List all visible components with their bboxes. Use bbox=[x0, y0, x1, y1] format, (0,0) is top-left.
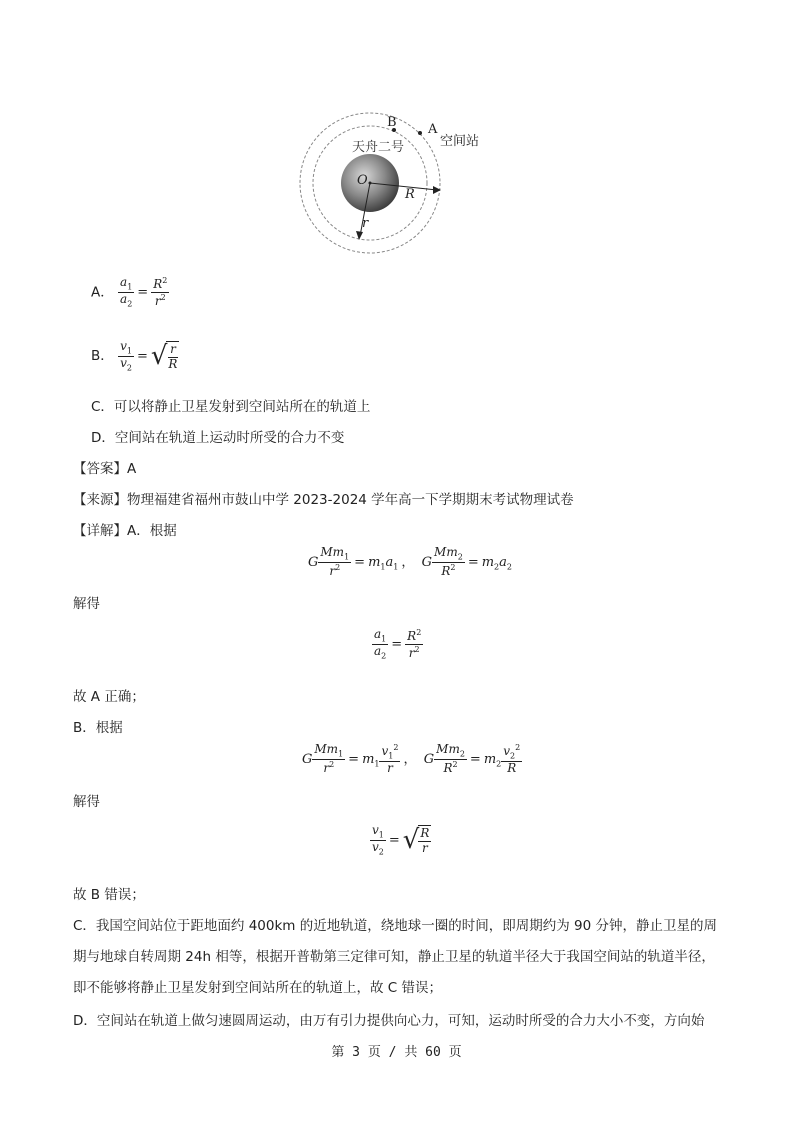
label-R: R bbox=[405, 187, 415, 202]
label-r: r bbox=[362, 216, 369, 231]
answer: 【答案】A bbox=[73, 461, 137, 477]
jiede-1: 解得 bbox=[73, 596, 100, 612]
C-line-2: 期与地球自转周期 24h 相等，根据开普勒第三定律可知，静止卫星的轨道半径大于我国空间站的轨道半径， bbox=[73, 949, 715, 965]
conclusion-B: 故 B 错误； bbox=[73, 887, 145, 903]
B-intro: B．根据 bbox=[73, 720, 123, 736]
equation-gravity-accel: G $\frac{Mm_1}{r^2}$ = $m_1a_1$ ， G $\frac{Mm_2}{R^2}$ = $m_2a_2$ bbox=[308, 545, 512, 578]
jiede-2: 解得 bbox=[73, 794, 100, 810]
option-D: D．空间站在轨道上运动时所受的合力不变 bbox=[91, 430, 345, 446]
conclusion-A: 故 A 正确； bbox=[73, 689, 145, 705]
label-A: A bbox=[428, 122, 438, 137]
result-velocity-ratio: $\frac{v_1}{v_2}$ = √ $\frac{R}{r}$ bbox=[372, 823, 430, 856]
source: 【来源】物理福建省福州市鼓山中学 2023-2024 学年高一下学期期末考试物理试卷 bbox=[73, 492, 574, 508]
C-line-3: 即不能够将静止卫星发射到空间站所在的轨道上，故 C 错误； bbox=[73, 980, 443, 996]
equation-gravity-velocity: G $\frac{Mm_1}{r^2}$ = $m_1$ $\frac{v_1^2}{r}$ ， G $\frac{Mm_2}{R^2}$ = $m_2$ $\frac{v_2^2}{R}$ bbox=[302, 742, 521, 775]
detail-intro: 【详解】A．根据 bbox=[73, 523, 177, 539]
option-B: B． $\frac{v_1}{v_2}$ = √ $\frac{r}{R}$ bbox=[91, 339, 178, 372]
point-A bbox=[418, 131, 422, 135]
D-line: D．空间站在轨道上做匀速圆周运动，由万有引力提供向心力，可知，运动时所受的合力大小不变，方向始 bbox=[73, 1013, 705, 1029]
option-A: A． $\frac{a_1}{a_2}$ = $\frac{R^2}{r^2}$ bbox=[91, 275, 168, 309]
label-O: O bbox=[357, 173, 368, 188]
page-footer: 第 3 页 / 共 60 页 bbox=[331, 1045, 462, 1060]
result-accel-ratio: $\frac{a_1}{a_2}$ = $\frac{R^2}{r^2}$ bbox=[374, 627, 422, 661]
label-station: 空间站 bbox=[440, 134, 480, 149]
option-C: C．可以将静止卫星发射到空间站所在的轨道上 bbox=[91, 399, 371, 415]
C-line-1: C．我国空间站位于距地面约 400km 的近地轨道，绕地球一圈的时间，即周期约为 90 分钟，静止卫星的周 bbox=[73, 918, 718, 934]
label-tianzhou: 天舟二号 bbox=[352, 140, 405, 155]
label-B: B bbox=[387, 115, 397, 130]
